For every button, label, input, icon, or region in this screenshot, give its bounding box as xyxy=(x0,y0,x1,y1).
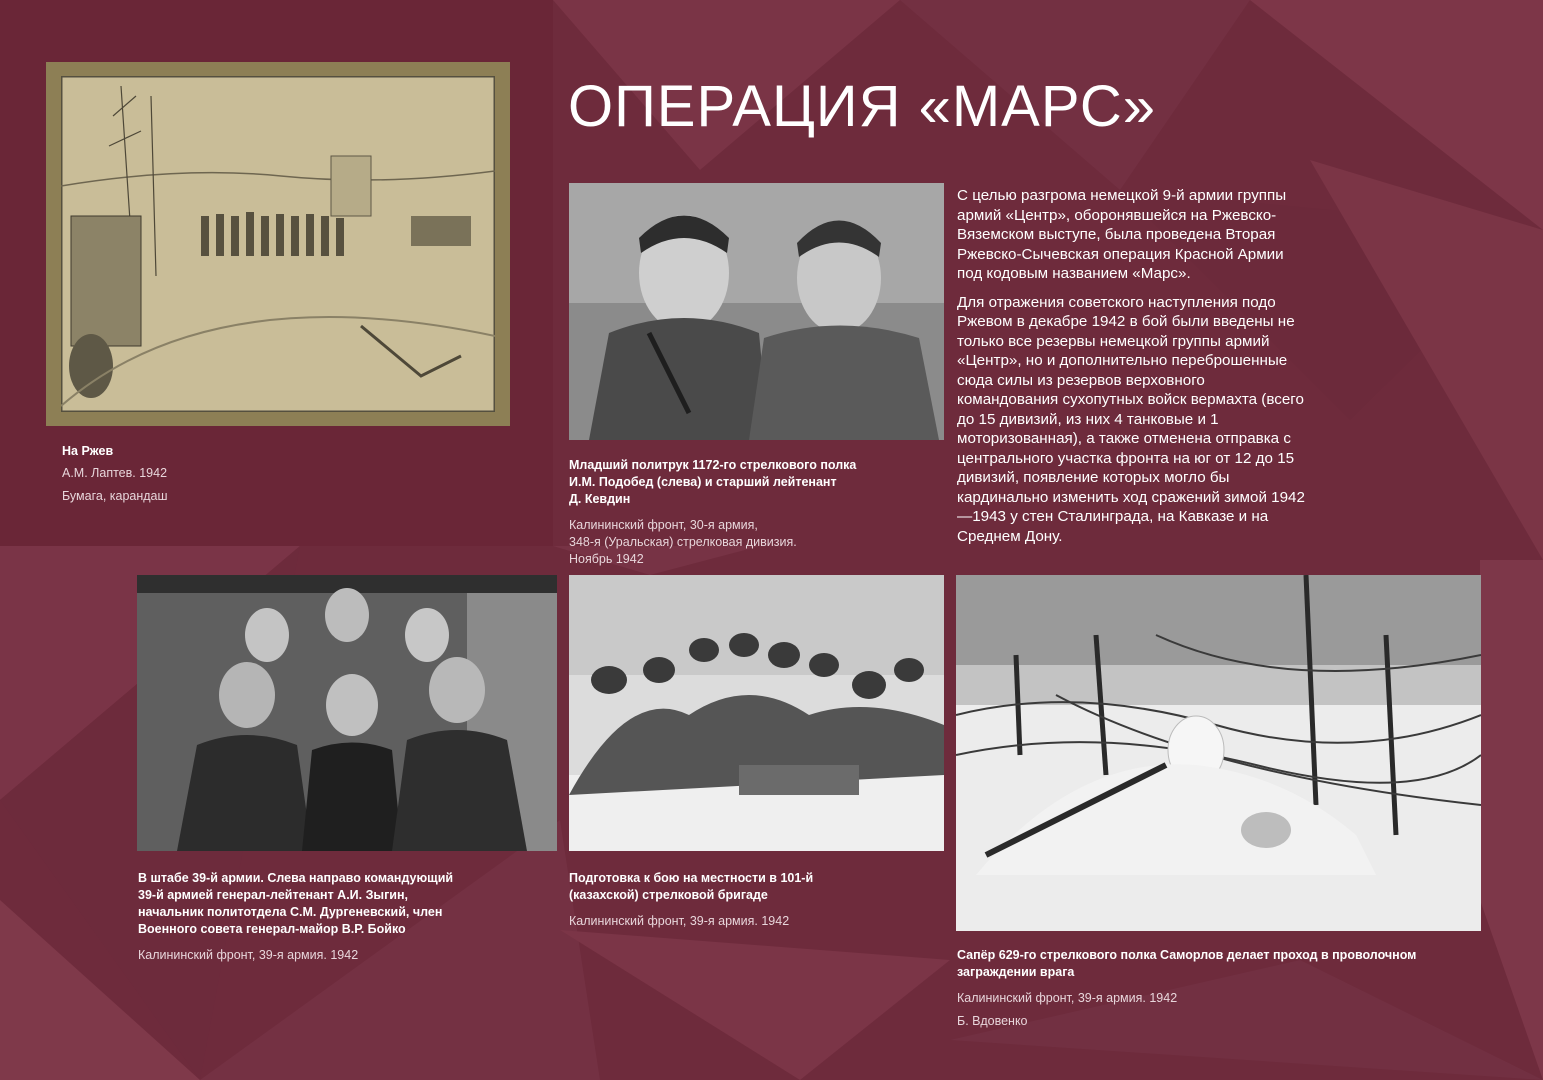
sketch-title: На Ржев xyxy=(62,444,114,458)
sketch-author: А.М. Лаптев. 1942 xyxy=(62,466,168,480)
photo-brigade xyxy=(569,575,944,851)
brigade-title: Подготовка к бою на местности в 101-й (казахской) стрелковой бригаде xyxy=(569,871,814,902)
sketch-frame xyxy=(46,62,510,426)
sketch-caption xyxy=(62,443,362,505)
sapper-title: Сапёр 629-го стрелкового полка Саморлов делает проход в проволочном заграждении врага xyxy=(957,948,1417,979)
photo-staff xyxy=(137,575,557,851)
intro-paragraph-2: Для отражения советского наступления подо Ржевом в декабре 1942 в бой были введены не только все резервы немецкой группы армий «Центр», но и дополнительно переброшенные сюда силы из резервов верховного командования сухопутных войск вермахта (всего до 15 дивизий, из них 4 танковые и 1 моторизованная), а также отменена отправка с центрального участка фронта на юг от 12 до 15 дивизий, появление которых могло бы кардинально изменить ход сражений зимой 1942—1943 у стен Сталинграда, на Кавказе и на Среднем Дону. xyxy=(957,293,1305,545)
sapper-photographer: Б. Вдовенко xyxy=(957,1014,1028,1028)
staff-location: Калининский фронт, 39-я армия. 1942 xyxy=(138,948,359,962)
intro-text xyxy=(957,186,1307,555)
page-title: ОПЕРАЦИЯ «МАРС» xyxy=(568,74,1157,139)
photo-officers xyxy=(569,183,944,440)
staff-caption xyxy=(138,870,558,964)
intro-paragraph-1: С целью разгрома немецкой 9-й армии группы армий «Центр», оборонявшейся на Ржевско-Вяземском выступе, была проведена Вторая Ржевско-Сычевская операция Красной Армии под кодовым названием «Марс». xyxy=(957,187,1287,282)
brigade-location: Калининский фронт, 39-я армия. 1942 xyxy=(569,914,790,928)
photo-sapper xyxy=(956,575,1481,931)
staff-title: В штабе 39-й армии. Слева направо командующий 39-й армией генерал-лейтенант А.И. Зыгин, начальник политотдела С.М. Дургеневский, член Военного совета генерал-майор В.Р. Бойко xyxy=(138,871,454,936)
sapper-caption xyxy=(957,947,1482,1030)
sketch-medium: Бумага, карандаш xyxy=(62,489,168,503)
officers-location: Калининский фронт, 30-я армия, 348-я (Уральская) стрелковая дивизия. Ноябрь 1942 xyxy=(569,518,797,566)
brigade-caption xyxy=(569,870,939,930)
sapper-location: Калининский фронт, 39-я армия. 1942 xyxy=(957,991,1178,1005)
officers-caption xyxy=(569,457,939,568)
pencil-sketch-image xyxy=(61,76,495,412)
officers-title: Младший политрук 1172-го стрелкового полка И.М. Подобед (слева) и старший лейтенант Д. Кевдин xyxy=(569,458,857,506)
